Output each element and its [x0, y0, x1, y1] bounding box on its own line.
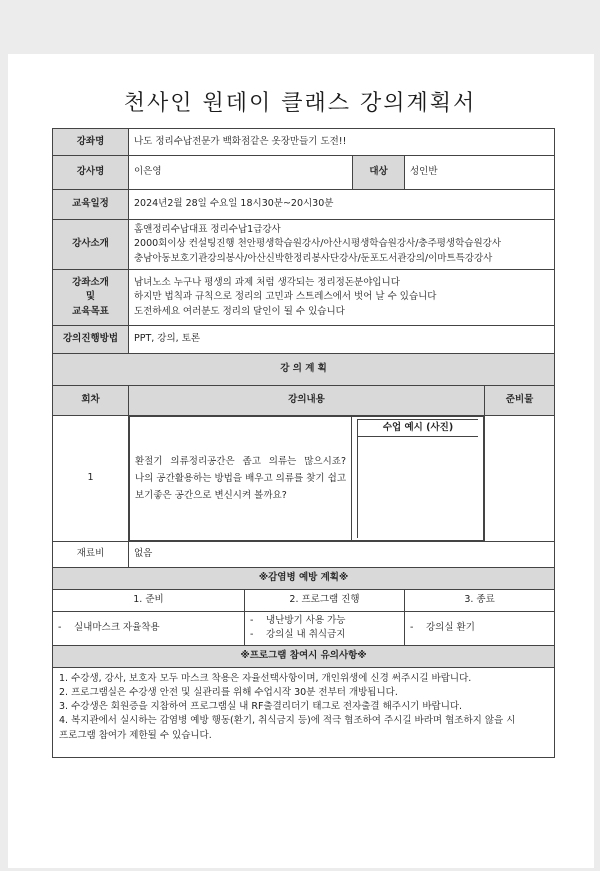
prevention-section-row — [53, 568, 555, 590]
intro-label: 강사소개 — [53, 220, 129, 270]
prevention-phase-row — [53, 590, 555, 612]
goal-label — [53, 270, 129, 326]
prevention-item-text: 냉난방기 사용 가능 — [266, 615, 346, 626]
instructor-label: 강사명 — [53, 156, 129, 190]
prevention-item: - 강의실 내 취식금지 — [250, 629, 346, 641]
session-number: 1 — [53, 416, 129, 542]
plan-section-title: 강 의 계 획 — [53, 354, 555, 386]
goal-label-line: 강좌소개 — [72, 277, 109, 289]
fee-row — [53, 542, 555, 568]
lecture-content-text: 환절기 의류정리공간은 좁고 의류는 많으시죠? 나의 공간활용하는 방법을 배우고 의류를 찾기 쉽고 보기좋은 공간으로 변신시켜 볼까요? — [130, 417, 352, 541]
instructor-row — [53, 156, 555, 190]
method-label: 강의진행방법 — [53, 326, 129, 354]
prevention-phase-end: 3. 종료 — [405, 590, 555, 612]
schedule-value: 2024년2월 28일 수요일 18시30분~20시30분 — [129, 190, 555, 220]
notice-list — [59, 672, 548, 743]
goal-row — [53, 270, 555, 326]
prevention-item: - 냉난방기 사용 가능 — [250, 615, 346, 626]
course-value: 나도 정리수납전문가 백화점같은 옷장만들기 도전!! — [129, 129, 555, 156]
intro-line: 2000회이상 컨설팅진행 천안평생학습원강사/아산시평생학습원강사/충주평생학습원강사 — [134, 238, 501, 250]
schedule-row — [53, 190, 555, 220]
goal-value — [129, 270, 555, 326]
course-label: 강좌명 — [53, 129, 129, 156]
intro-line: 홈앤정리수납대표 정리수납1급강사 — [134, 224, 281, 236]
notice-section-title: ※프로그램 참여시 유의사항※ — [53, 645, 555, 667]
notice-item: 4. 복지관에서 실시하는 감염병 예방 행동(환기, 취식금지 등)에 적극 협조하여 주시길 바라며 협조하지 않을 시 프로그램 참여가 제한될 수 있습니다. — [59, 715, 516, 741]
intro-line: 충남아동보호기관강의봉사/아산신박한정리봉사단강사/둔포도서관강의/이마트특강강사 — [134, 252, 493, 264]
lecture-plan-form — [52, 128, 555, 758]
session-row — [53, 416, 555, 542]
goal-line: 하지만 법칙과 규칙으로 정리의 고민과 스트레스에서 벗어 날 수 있습니다 — [134, 291, 437, 303]
target-value: 성인반 — [405, 156, 555, 190]
content-column-header: 강의내용 — [129, 386, 485, 416]
prevention-detail-row — [53, 612, 555, 646]
notice-section-row — [53, 645, 555, 667]
course-row — [53, 129, 555, 156]
goal-label-line: 교육목표 — [72, 305, 109, 317]
prevention-item-text: 강의실 내 취식금지 — [266, 629, 346, 641]
goal-label-line: 및 — [85, 291, 96, 303]
prevention-item-text: 실내마스크 자율착용 — [74, 622, 160, 634]
instructor-value: 이은영 — [129, 156, 353, 190]
materials-column-header: 준비물 — [485, 386, 555, 416]
prevention-detail-end — [405, 612, 555, 646]
method-value: PPT, 강의, 토론 — [129, 326, 555, 354]
notice-item: 1. 수강생, 강사, 보호자 모두 마스크 착용은 자율선택사항이며, 개인위생에 신경 써주시길 바랍니다. — [59, 672, 472, 684]
example-photo-cell — [352, 417, 484, 541]
prevention-section-title: ※감염병 예방 계획※ — [53, 568, 555, 590]
intro-value — [129, 220, 555, 270]
prevention-item: - 실내마스크 자율착용 — [58, 622, 160, 634]
prevention-phase-prepare: 1. 준비 — [53, 590, 245, 612]
prevention-item-text: 강의실 환기 — [426, 622, 475, 634]
example-photo-box — [357, 419, 478, 538]
document-title: 천사인 원데이 클래스 강의계획서 — [123, 91, 477, 116]
notice-item: 2. 프로그램실은 수강생 안전 및 실관리를 위해 수업시작 30분 전부터 개방됩니다. — [59, 686, 398, 698]
prevention-detail-progress — [245, 612, 405, 646]
fee-value: 없음 — [129, 542, 555, 568]
example-photo-title: 수업 예시 (사진) — [358, 420, 478, 437]
notice-item: 3. 수강생은 회원증을 지참하여 프로그램실 내 RF출결리더기 태그로 전자출결 해주시기 바랍니다. — [59, 701, 463, 712]
goal-line: 남녀노소 누구나 평생의 과제 처럼 생각되는 정리정돈분야입니다 — [134, 277, 400, 289]
intro-row — [53, 220, 555, 270]
session-column-header: 회차 — [53, 386, 129, 416]
fee-label: 재료비 — [53, 542, 129, 568]
prevention-phase-progress: 2. 프로그램 진행 — [245, 590, 405, 612]
plan-section-row — [53, 354, 555, 386]
method-row — [53, 326, 555, 354]
target-label: 대상 — [353, 156, 405, 190]
prevention-item: - 강의실 환기 — [410, 622, 475, 634]
session-content-layout — [129, 416, 484, 541]
goal-line: 도전하세요 여러분도 정리의 달인이 될 수 있습니다 — [134, 305, 345, 317]
notice-list-cell — [53, 667, 555, 757]
session-content-cell — [129, 416, 485, 542]
materials-value — [485, 416, 555, 542]
schedule-label: 교육일정 — [53, 190, 129, 220]
plan-header-row — [53, 386, 555, 416]
prevention-detail-prepare — [53, 612, 245, 646]
notice-row — [53, 667, 555, 757]
